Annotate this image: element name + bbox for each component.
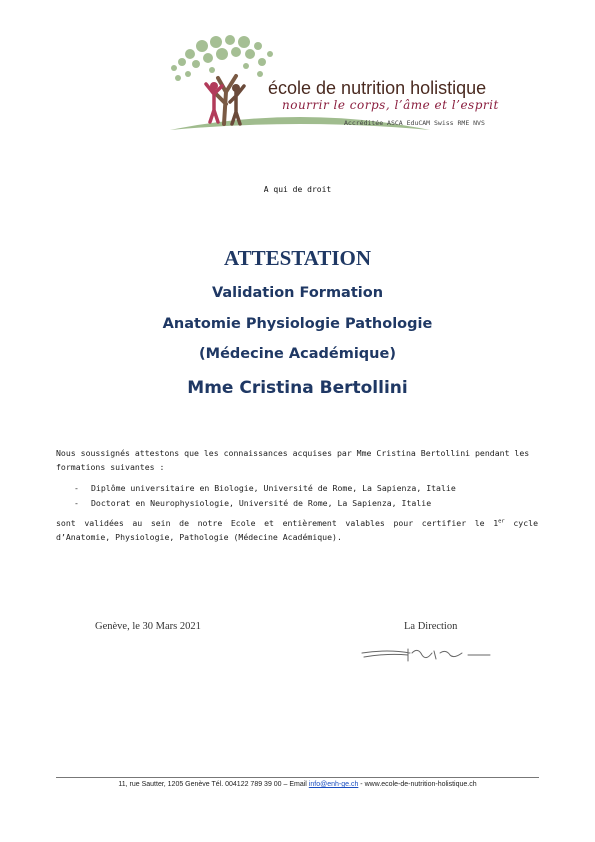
footer-divider bbox=[56, 777, 539, 778]
list-item-text: Diplôme universitaire en Biologie, Université de Rome, La Sapienza, Italie bbox=[91, 483, 456, 493]
recipient-name: Mme Cristina Bertollini bbox=[187, 378, 408, 398]
school-name: école de nutrition holistique bbox=[268, 78, 487, 98]
conclusion-paragraph bbox=[56, 516, 538, 544]
conclusion-text-end: cycle d’Anatomie, Physiologie, Pathologie (Médecine Académique). bbox=[56, 518, 539, 542]
tree-foliage bbox=[171, 35, 273, 81]
signatory-label: La Direction bbox=[404, 621, 458, 632]
ordinal-superscript: er bbox=[498, 518, 505, 525]
subtitle-course: Anatomie Physiologie Pathologie bbox=[162, 316, 433, 332]
accreditation-note: Accréditée ASCA EduCAM Swiss RME NVS bbox=[344, 119, 485, 127]
place-and-date: Genève, le 30 Mars 2021 bbox=[95, 621, 201, 632]
subtitle-course-detail: (Médecine Académique) bbox=[199, 346, 396, 362]
subtitle-validation: Validation Formation bbox=[211, 285, 384, 301]
footer-address: 11, rue Sautter, 1205 Genève Tél. 004122 789 39 00 – Email bbox=[118, 781, 309, 788]
school-tagline: nourrir le corps, l’âme et l’esprit bbox=[282, 98, 499, 112]
bullet-dash: - bbox=[74, 483, 79, 493]
list-item bbox=[74, 496, 456, 511]
recipient-line: A qui de droit bbox=[263, 185, 332, 194]
footer-email-link[interactable]: info@enh-ge.ch bbox=[308, 781, 359, 788]
handwritten-signature bbox=[358, 643, 493, 667]
document-title: ATTESTATION bbox=[223, 246, 372, 270]
footer-contact bbox=[0, 781, 595, 788]
qualifications-list bbox=[74, 481, 456, 511]
list-item-text: Doctorat en Neurophysiologie, Université de Rome, La Sapienza, Italie bbox=[91, 498, 432, 508]
list-item bbox=[74, 481, 456, 496]
footer-website: - www.ecole-de-nutrition-holistique.ch bbox=[358, 781, 477, 788]
conclusion-text-start: sont validées au sein de notre Ecole et entièrement valables pour certifier le 1 bbox=[56, 518, 499, 528]
intro-paragraph: Nous soussignés attestons que les connaissances acquises par Mme Cristina Bertollini pendant les formations suivantes : bbox=[56, 448, 530, 472]
bullet-dash: - bbox=[74, 498, 79, 508]
